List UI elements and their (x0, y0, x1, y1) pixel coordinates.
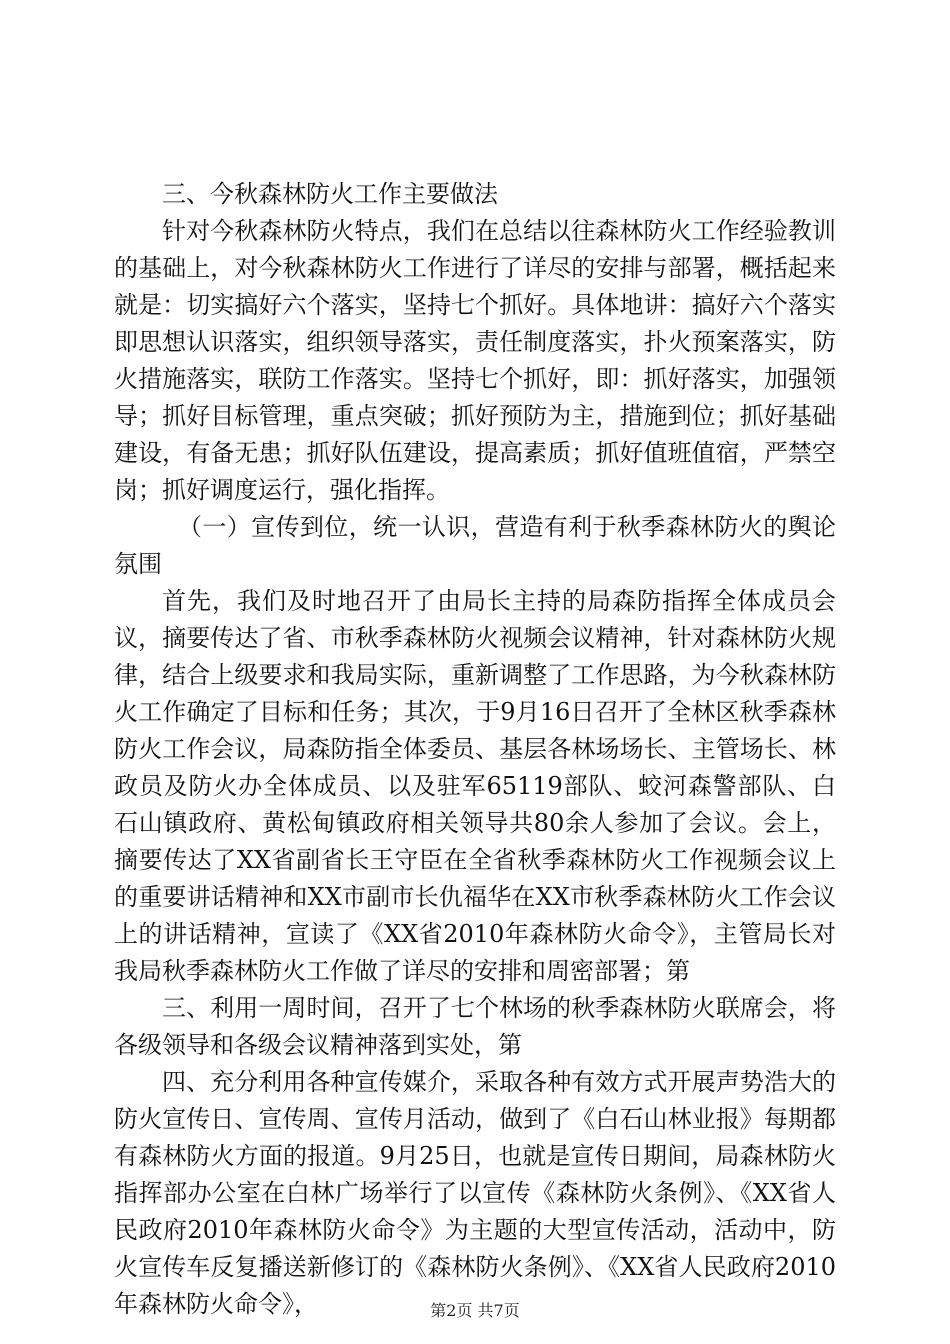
page-footer: 第2页 共7页 (430, 1301, 520, 1320)
section-heading: 三、今秋森林防火工作主要做法 (162, 180, 498, 208)
body-paragraph: 四、充分利用各种宣传媒介，采取各种有效方式开展声势浩大的防火宣传日、宣传周、宣传月活动，做到了《白石山林业报》每期都有森林防火方面的报道。9月25日，也就是宣传日期间，局森林防火指挥部办公室在白林广场举行了以宣传《森林防火条例》、《XX省人民政府2010年森林防火命令》为主题的大型宣传活动，活动中，防火宣传车反复播送新修订的《森林防火条例》、《XX省人民政府2010年森林防火命令》， (114, 1068, 836, 1318)
document-body (114, 176, 836, 1323)
body-paragraph: 针对今秋森林防火特点，我们在总结以往森林防火工作经验教训的基础上，对今秋森林防火工作进行了详尽的安排与部署，概括起来就是：切实搞好六个落实，坚持七个抓好。具体地讲：搞好六个落实即思想认识落实，组织领导落实，责任制度落实，扑火预案落实，防火措施落实，联防工作落实。坚持七个抓好，即：抓好落实，加强领导；抓好目标管理，重点突破；抓好预防为主，措施到位；抓好基础建设，有备无患；抓好队伍建设，提高素质；抓好值班值宿，严禁空岗；抓好调度运行，强化指挥。 (114, 217, 836, 504)
body-paragraph: 三、利用一周时间，召开了七个林场的秋季森林防火联席会，将各级领导和各级会议精神落到实处，第 (114, 994, 836, 1059)
body-paragraph: 首先，我们及时地召开了由局长主持的局森防指挥全体成员会议，摘要传达了省、市秋季森林防火视频会议精神，针对森林防火规律，结合上级要求和我局实际，重新调整了工作思路，为今秋森林防火工作确定了目标和任务；其次，于9月16日召开了全林区秋季森林防火工作会议，局森防指全体委员、基层各林场场长、主管场长、林政员及防火办全体成员、以及驻军65119部队、蛟河森警部队、白石山镇政府、黄松甸镇政府相关领导共80余人参加了会议。会上，摘要传达了XX省副省长王守臣在全省秋季森林防火工作视频会议上的重要讲话精神和XX市副市长仇福华在XX市秋季森林防火工作会议上的讲话精神，宣读了《XX省2010年森林防火命令》，主管局长对我局秋季森林防火工作做了详尽的安排和周密部署；第 (114, 587, 836, 985)
subsection-heading: （一）宣传到位，统一认识，营造有利于秋季森林防火的舆论氛围 (114, 513, 836, 578)
